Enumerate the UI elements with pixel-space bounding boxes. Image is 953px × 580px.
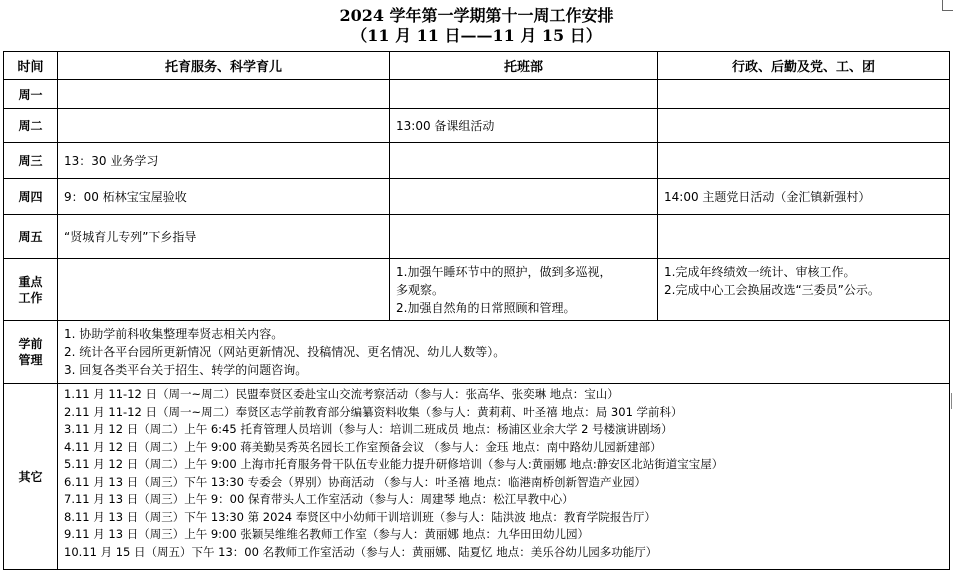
cell-childcare: 9：00 柘林宝宝屋验收 <box>58 179 390 215</box>
day-label: 周二 <box>4 109 58 143</box>
management-line: 2. 统计各平台园所更新情况（网站更新情况、投稿情况、更名情况、幼儿人数等）。 <box>64 345 506 359</box>
others-line: 2.11 月 11-12 日（周一~周二）奉贤区志学前教育部分编纂资料收集（参与人：黄莉莉、叶圣禧 地点：局 301 学前科） <box>64 404 683 419</box>
column-header-admin: 行政、后勤及党、工、团 <box>658 52 950 80</box>
table-row <box>4 109 950 143</box>
day-label: 周一 <box>4 80 58 109</box>
focus-label-line: 重点 <box>18 274 43 289</box>
cell-admin <box>658 109 950 143</box>
management-row <box>4 321 950 384</box>
management-label <box>4 321 58 384</box>
management-label-line: 学前 <box>18 337 43 351</box>
others-row <box>4 384 950 570</box>
day-label: 周三 <box>4 143 58 179</box>
column-header-time: 时间 <box>4 52 58 80</box>
others-line: 1.11 月 11-12 日（周一~周二）民盟奉贤区委赴宝山交流考察活动（参与人：张高华、张奕琳 地点：宝山） <box>64 387 619 401</box>
focus-line: 2.完成中心工会换届改选“三委员”公示。 <box>664 283 880 297</box>
focus-line: 2.加强自然角的日常照顾和管理。 <box>396 300 576 315</box>
management-cell <box>58 321 950 384</box>
page-title: 2024 学年第一学期第十一周工作安排 <box>339 6 614 25</box>
table-row <box>4 143 950 179</box>
others-line: 5.11 月 12 日（周二）上午 9:00 上海市托育服务骨干队伍专业能力提升研修培训（参与人:黄丽娜 地点:静安区北站街道宝宝屋） <box>64 457 724 471</box>
cell-nursery: 13:00 备课组活动 <box>390 109 658 143</box>
cell-admin: 14:00 主题党日活动（金汇镇新强村） <box>658 179 950 215</box>
others-cell <box>58 384 950 570</box>
column-header-nursery: 托班部 <box>390 52 658 80</box>
cell-nursery <box>390 80 658 109</box>
header-row <box>4 52 950 80</box>
cell-childcare <box>58 259 390 321</box>
cell-childcare: “贤城育儿专列”下乡指导 <box>58 215 390 259</box>
others-line: 10.11 月 15 日（周五）下午 13：00 名教师工作室活动（参与人：黄丽娜、陆夏忆 地点：美乐谷幼儿园多功能厅） <box>64 544 658 559</box>
others-line: 4.11 月 12 日（周二）上午 9:00 蒋美勤吴秀英名园长工作室预备会议 （参与人：金珏 地点：南中路幼儿园新建部） <box>64 439 662 454</box>
management-line: 3. 回复各类平台关于招生、转学的问题咨询。 <box>64 363 308 377</box>
day-label: 周四 <box>4 179 58 215</box>
others-label: 其它 <box>4 384 58 570</box>
edge-mark <box>951 393 952 409</box>
day-label: 周五 <box>4 215 58 259</box>
cell-childcare <box>58 109 390 143</box>
focus-label <box>4 259 58 321</box>
cell-childcare <box>58 80 390 109</box>
focus-line: 多观察。 <box>396 282 445 297</box>
focus-row <box>4 259 950 321</box>
others-line: 7.11 月 13 日（周三）上午 9：00 保育带头人工作室活动（参与人：周建琴 地点：松江早教中心） <box>64 492 574 506</box>
schedule-table <box>3 51 950 570</box>
table-row <box>4 80 950 109</box>
focus-label-line: 工作 <box>18 290 43 305</box>
others-line: 6.11 月 13 日（周三）下午 13:30 专委会（界别）协商活动 （参与人：叶圣禧 地点：临港南桥创新智造产业园） <box>64 474 646 489</box>
cell-admin <box>658 143 950 179</box>
cell-nursery <box>390 179 658 215</box>
others-line: 8.11 月 13 日（周三）下午 13:30 第 2024 奉贤区中小幼师干训培训班（参与人：陆洪波 地点：教育学院报告厅） <box>64 509 656 524</box>
focus-line: 1.加强午睡环节中的照护，做到多巡视， <box>396 264 612 279</box>
focus-admin-cell <box>658 259 950 321</box>
management-label-line: 管理 <box>18 353 43 367</box>
management-line: 1. 协助学前科收集整理奉贤志相关内容。 <box>64 327 284 341</box>
focus-line: 1.完成年终绩效一统计、审核工作。 <box>664 265 856 279</box>
cell-childcare: 13：30 业务学习 <box>58 143 390 179</box>
others-line: 3.11 月 12 日（周二）上午 6:45 托育管理人员培训（参与人：培训二班成员 地点：杨浦区业余大学 2 号楼演讲剧场） <box>64 422 673 436</box>
cell-admin <box>658 80 950 109</box>
focus-nursery-cell <box>390 259 658 321</box>
table-row <box>4 215 950 259</box>
others-line: 9.11 月 13 日（周三）上午 9:00 张颖吴维维名教师工作室（参与人：黄丽娜 地点：九华田田幼儿园） <box>64 527 589 541</box>
page-subtitle: （11 月 11 日——11 月 15 日） <box>351 26 602 45</box>
cell-admin <box>658 215 950 259</box>
table-row <box>4 179 950 215</box>
cell-nursery <box>390 215 658 259</box>
cell-nursery <box>390 143 658 179</box>
column-header-childcare: 托育服务、科学育儿 <box>58 52 390 80</box>
